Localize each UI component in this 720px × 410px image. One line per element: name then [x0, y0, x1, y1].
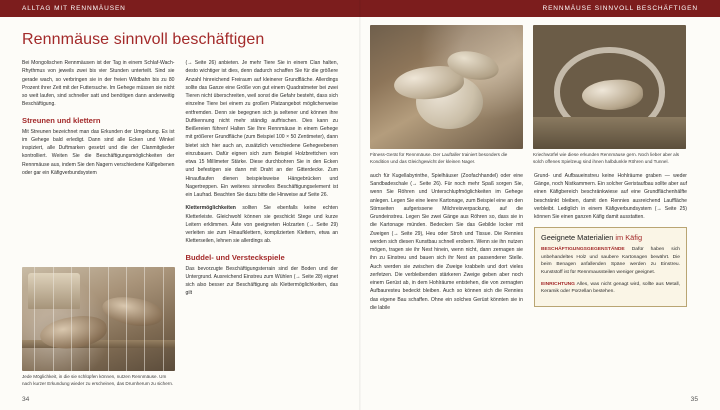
photo-gerbils-in-cage [22, 267, 175, 371]
left-photo-block [22, 267, 175, 388]
subhead-buddel-versteckspiele: Buddel- und Versteckspiele [185, 252, 285, 262]
right-photo-block-a [370, 25, 523, 166]
infobox-paragraph-1 [541, 246, 680, 276]
infobox-label-2: EINRICHTUNG [541, 281, 575, 287]
photo-b-caption: Kriechwürfel wie diese erkunden Rennmäuse gern. Noch lieber aber als solch offenes Spielzeug sind ihnen halbdunkle Röhren und Tunnel. [533, 152, 680, 164]
paragraph-hohlraeume: Grund- und Aufbaueinstreu keine Hohlräume graben — weder Gänge, noch Nistkammern. Ein solcher Geristaufbau sollte aber auf einen Käfigbereich beschränkwiese auf eine Grundflächenhälfte beschränkt bleiben, damit den Rennies ausreichend Lauffläche verbleibt. Lediglich in einem Käfigverbundsystem (→ Seite 25) können Sie einen ganzen Käfig damit ausstatten. [534, 172, 687, 221]
photo-bedding [533, 117, 686, 149]
infobox-title [541, 233, 680, 242]
paragraph-klettermoeglichkeiten [186, 204, 339, 245]
paragraph-ebenen: (→ Seite 26) anbieten. Je mehr Tiere Sie in einem Clan halten, desto wichtiger ist dies, denn dadurch schaffen Sie für die größere Anzahl hinreichend Freiraum auf kleinerer Grundfläche. Allerdings sollte das Ganze eine Größe von gut einem Quadratmeter bei zwei Tieren nicht überschreiten, weil sonst die Gefahr besteht, dass sich einzelne Tiere bei einem zu großen Platzangebot möglicherweise entfremden. Denn sie begegnen sich ja seltener und können ihre Duftkennung nicht mehr ständig auffrischen. Dies kann zu Beißereien führen! Halten Sie Ihre Rennmäuse in einem Gehege mit größerer Grundfläche (zum Beispiel 100 × 50 Zentimeter), dann bietet sich hier auch an, zusätzlich verschiedene Gehegeebenen einzubauen. Dafür eignen sich zum Beispiel Holzbrettchen von etwa 15 Millimeter Stärke. Diese durchbohren Sie in den Ecken und befestigen sie dann mit Draht an der Gitterdecke. Zum Hinauflaufen dienen beispielsweise Hängebrücken und Nagertreppen. Ein weiteres sinnvolles Beschäftigungselement ist ein Laufrad. Beachten Sie dazu bitte die Hinweise auf Seite 26. [185, 60, 338, 198]
infobox-text-2: Alles, was nicht genagt wird, sollte aus Metall, Keramik oder Porzellan bestehen. [541, 281, 680, 295]
infobox-paragraph-2 [541, 281, 680, 296]
left-column-1 [22, 59, 175, 303]
photo-crawl-cube [533, 25, 686, 149]
left-columns [0, 59, 360, 303]
paragraph-buddel: Das bevorzugte Beschäftigungsterrain sind der Boden und der Untergrund. Ausreichend Einstreu zum Wühlen (→ Seite 28) eignet sich also besser zur Beschäftigung als Klettermöglichkeiten, das gilt [185, 265, 338, 297]
infobox-text-1: Dafür haben sich unbehandeltes Holz und saubere Kartonagen bewährt. Die beim Benagen anfallenden Späne werden zu Einstreu. Kunststoff ist für Rennmaussteilen weniger geeignet. [541, 247, 680, 276]
folio-left: 34 [22, 396, 30, 403]
paragraph-roehren: auch für Kugellabyrinthe, Spielhäuser (Zoofachhandel) oder eine Sandbadeschale (→ Seite 26). Für noch mehr Spaß sorgen Sie, wenn Sie Röhren und Unterschlupfmöglichkeiten im Gehege anlegen. Legen Sie eine leere Kartonage, zum Beispiel eine an den Stirnseiten aufgerissene Milchreisverpackung, auf die Grundeinstreu. Legen Sie zwei Gänge aus Röhren so, dass sie in die Kartonage münden. Bedecken Sie das Gebilde locker mit Zweigen (→ Seite 29), Heu oder Stroh und Tissue. Die Rennies werden sich diesen Kunstbau schnell erobern. Wenn sie ihn nutzen mögen, tragen sie ihr Nest hinein, wenn nicht, dann zernagen sie ihn zu Einstreu und bauen sich ihr Nest an passenderer Stelle. Auch werden sie zwischen die Zweige krabbeln und dort vieles zerfetzen. Die verbleibenden stärkeren Zweige geben aber noch einem Gerüst ab, in dem Hohlräume entstehen, die von zernagten Aufbauresteu bedeckt bleiben. Auch so können sich die Rennies das eigene Bau schaffen. Ohne ein solches Gerüst könnten sie in die labile [370, 172, 523, 311]
infobox-label-1: BESCHÄFTIGUNGSGEGENSTÄNDE [541, 247, 625, 253]
folio-right: 35 [690, 396, 698, 403]
infobox-title-bold: Geeignete Materialien [541, 233, 614, 243]
right-photo-row [360, 17, 720, 166]
paragraph-klettermoeglichkeiten-text: sollten Sie ebenfalls keine echten Kletterleiste. Gleichwohl können sie geschickt Stege und kurze Leitern erklimmen. Äste von geeigneten Holzarten (→ Seite 29) verleiten sie zum Hinaufklettern, komplizierten Klettern, etwa an Kletterseilen, lehnen sie allerdings ab. [185, 205, 338, 245]
infobox-title-rest: im Käfig [613, 233, 643, 243]
photo-a-caption: Fitness-Gerät für Rennmäuse. Der Lauftaller trainiert besonders die Kondition und das Gleichgewicht der kleinen Nager. [370, 152, 508, 164]
paragraph-streunen: Mit Streunen bezeichnet man das Erkunden der Umgebung. Es ist im Gehege bald erledigt. Dann sind alle Ecken und Winkel inspiziert, alle Duftmarken gesetzt und die der Clanmitglieder kontrolliert. Weiten Sie die Beschäftigungsmöglichkeiten der Rennmäuse aus, indem Sie den Nagern verschiedene Käfigebenen oder gar ein Käfigverbundsystem [22, 128, 175, 176]
photo-exercise-ball [370, 25, 523, 149]
running-head-right: RENNMÄUSE SINNVOLL BESCHÄFTIGEN [360, 0, 720, 17]
page-title: Rennmäuse sinnvoll beschäftigen [22, 31, 265, 48]
infobox-materials [534, 227, 687, 307]
right-column-2 [534, 172, 687, 317]
right-column-1 [370, 172, 523, 317]
right-columns [360, 166, 720, 317]
photo-gerbil-2 [100, 293, 165, 330]
running-head-left: ALLTAG MIT RENNMÄUSEN [0, 0, 360, 17]
subhead-streunen-klettern: Streunen und klettern [22, 115, 101, 125]
right-photo-block-b [533, 25, 686, 166]
page-gutter [359, 0, 361, 410]
photo-wooden-house [28, 273, 80, 308]
right-page [360, 0, 720, 410]
left-photo-caption: Jede Möglichkeit, in die sie schlüpfen können, nutzen Rennmäuse. Um nach kurzer Erkundung wieder zu erscheinen, das Drumherum zu sichern. [22, 374, 174, 387]
runin-klettermoeglichkeiten: Klettermöglichkeiten [185, 205, 236, 212]
intro-paragraph: Bei Mongolischen Rennmäusen ist der Tag in einem Schlaf-Wach-Rhythmus von jeweils zwei bis vier Stunden unterteilt. Sind sie gerade wach, so verbringen sie in der freien Wildbahn bis zu 80 Prozent ihrer Zeit mit der Futtersuche. Im Gehege müssen sie nicht so weit laufen, sind schneller satt und benötigen dann anderweitig Beschäftigung. [22, 60, 175, 108]
left-column-2 [186, 59, 339, 303]
